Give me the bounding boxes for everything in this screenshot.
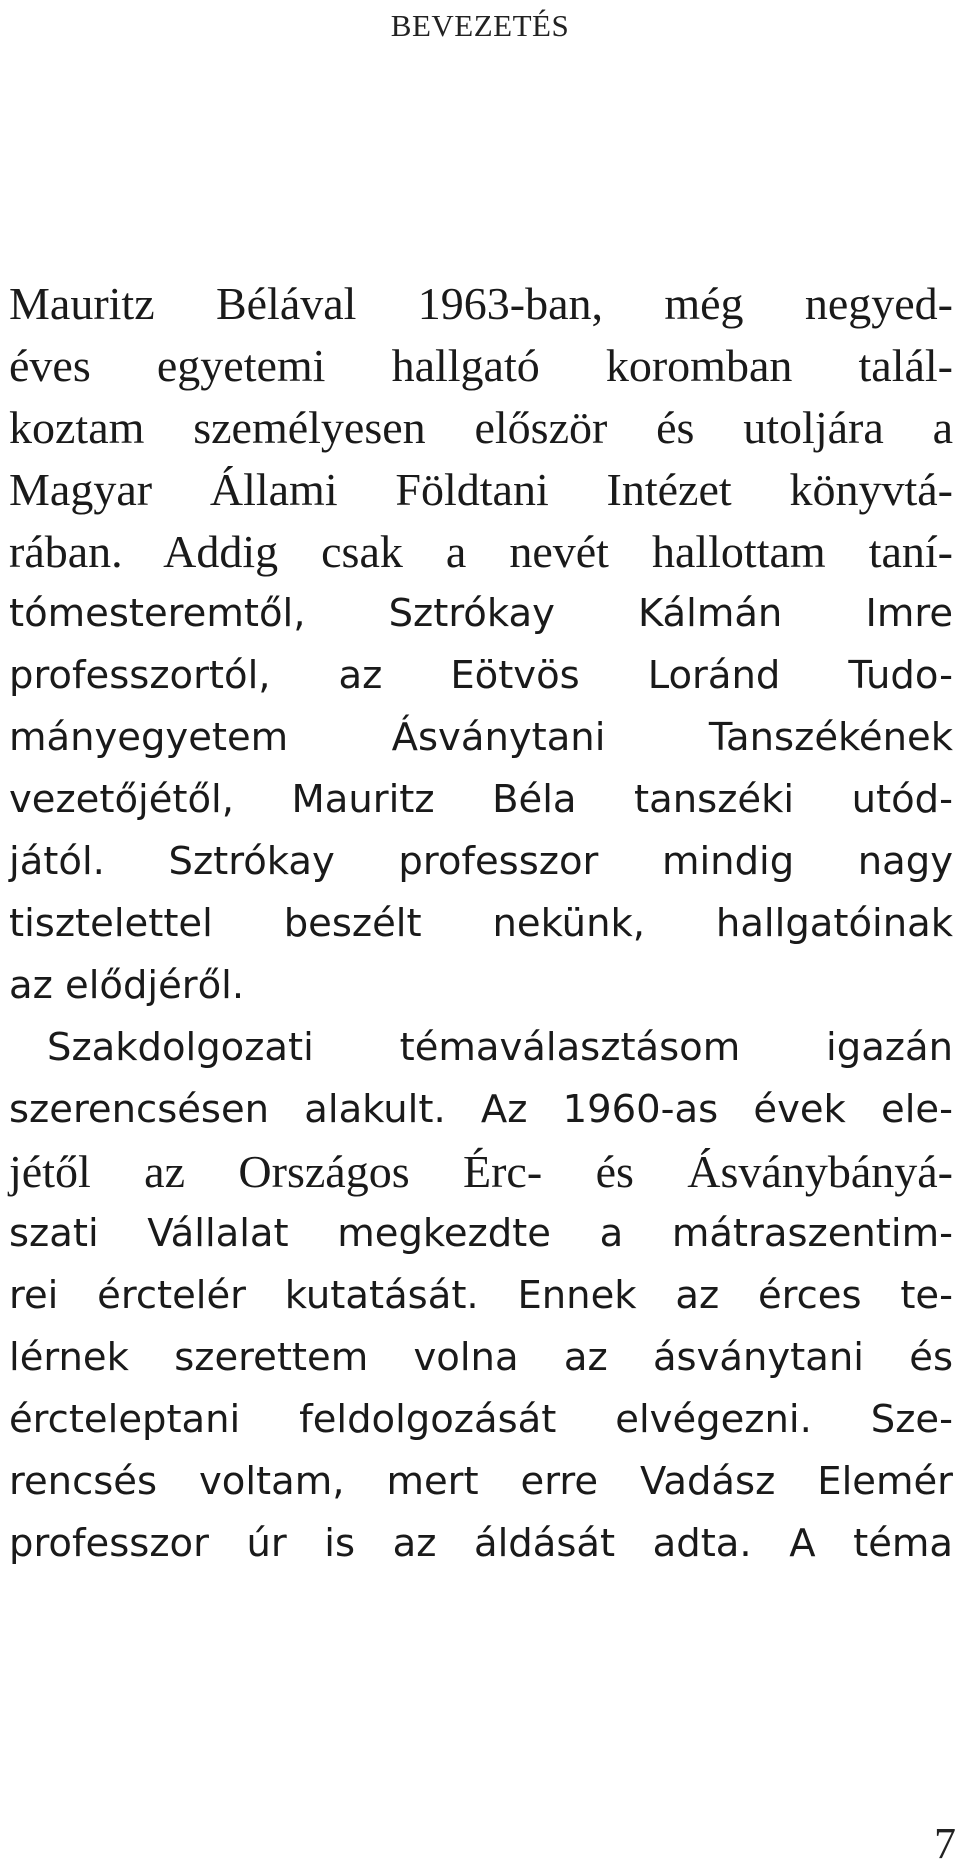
text-line: tisztelettel beszélt nekünk, hallgatóinak: [9, 901, 953, 946]
text-line: ércteleptani feldolgozását elvégezni. Sze-: [9, 1397, 953, 1442]
text-line: szerencsésen alakult. Az 1960-as évek ele-: [9, 1087, 953, 1132]
text-line: jétől az Országos Érc- és Ásványbányá-: [9, 1146, 953, 1197]
text-line: Mauritz Bélával 1963-ban, még negyed-: [9, 278, 953, 329]
text-line: szati Vállalat megkezdte a mátraszentim-: [9, 1211, 953, 1256]
text-line: professzor úr is az áldását adta. A téma: [9, 1521, 953, 1566]
text-line: koztam személyesen először és utoljára a: [9, 402, 953, 453]
text-line: rában. Addig csak a nevét hallottam taní-: [9, 526, 953, 577]
text-line: professzortól, az Eötvös Loránd Tudo-: [9, 653, 953, 698]
text-line: rencsés voltam, mert erre Vadász Elemér: [9, 1459, 953, 1504]
text-line: tómesteremtől, Sztrókay Kálmán Imre: [9, 591, 953, 636]
text-line: jától. Sztrókay professzor mindig nagy: [9, 839, 953, 884]
text-line: lérnek szerettem volna az ásványtani és: [9, 1335, 953, 1380]
text-line: Szakdolgozati témaválasztásom igazán: [47, 1025, 953, 1070]
text-line: mányegyetem Ásványtani Tanszékének: [9, 715, 953, 760]
body-paragraphs: [9, 273, 953, 1575]
page-number: 7: [934, 1819, 956, 1868]
text-line: Magyar Állami Földtani Intézet könyvtá-: [9, 464, 953, 515]
text-line: éves egyetemi hallgató koromban talál-: [9, 340, 953, 391]
running-head: BEVEZETÉS: [390, 8, 570, 43]
text-line: az elődjéről.: [9, 963, 245, 1008]
text-line: rei érctelér kutatását. Ennek az érces te-: [9, 1273, 953, 1318]
text-line: vezetőjétől, Mauritz Béla tanszéki utód-: [9, 777, 953, 822]
